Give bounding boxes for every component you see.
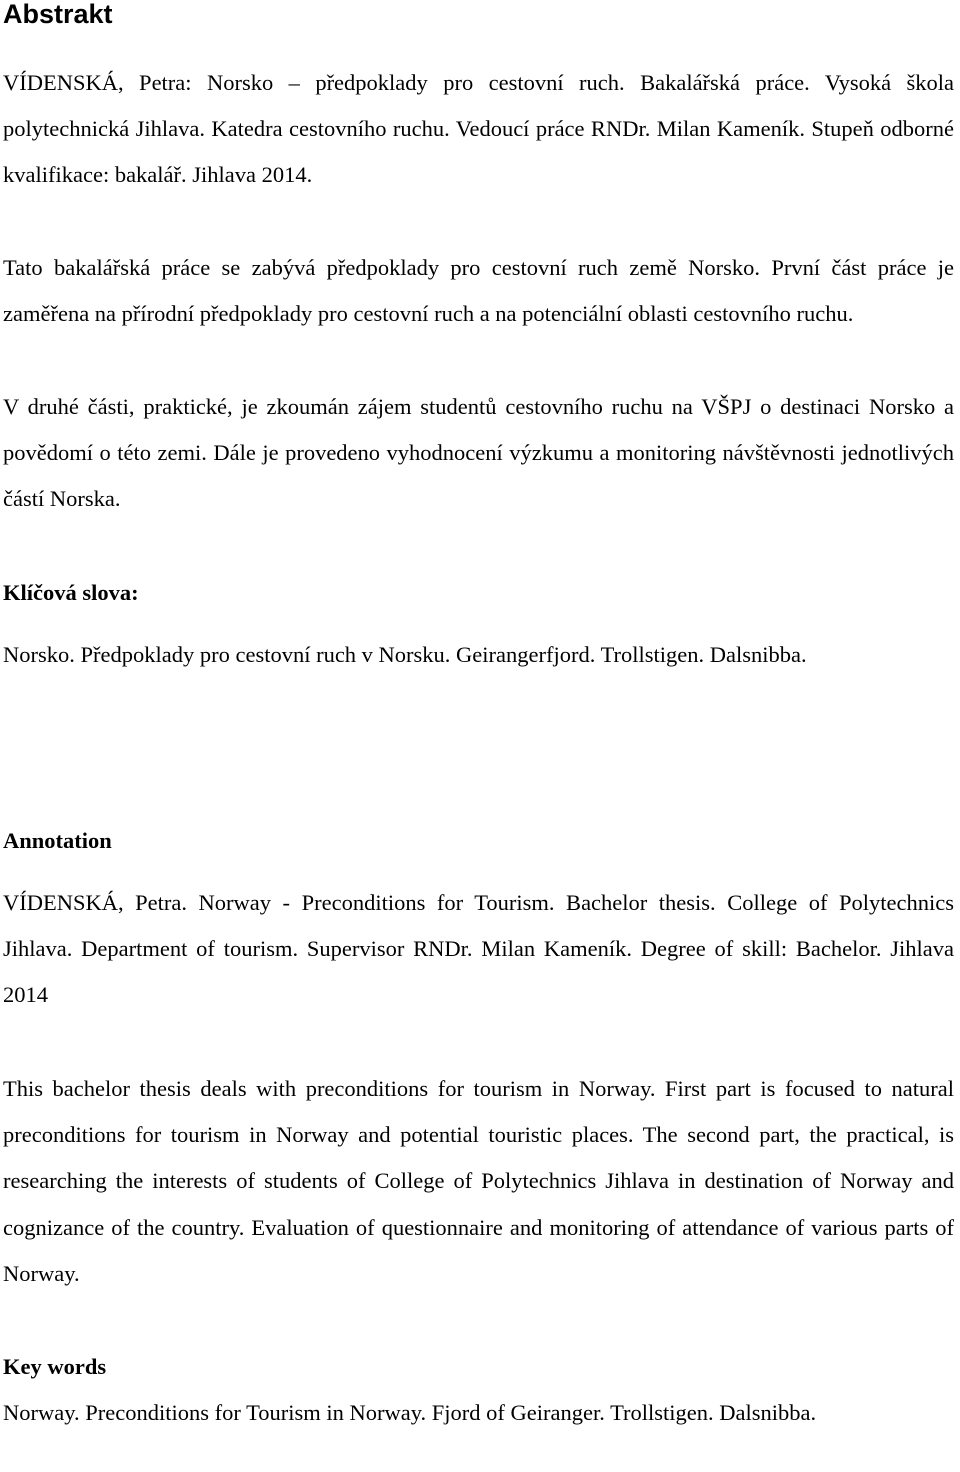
abstract-citation: VÍDENSKÁ, Petra: Norsko – předpoklady pro cestovní ruch. Bakalářská práce. Vysoká škola polytechnická Jihlava. Katedra cestovního ruchu. Vedoucí práce RNDr. Milan Kameník. Stupeň odborné kvalifikace: bakalář. Jihlava 2014. bbox=[3, 70, 954, 188]
abstract-paragraph-1: Tato bakalářská práce se zabývá předpoklady pro cestovní ruch země Norsko. První část práce je zaměřena na přírodní předpoklady pro cestovní ruch a na potenciální oblasti cestovního ruchu. bbox=[3, 255, 954, 327]
annotation-keywords: Norway. Preconditions for Tourism in Norway. Fjord of Geiranger. Trollstigen. Dalsnibba. bbox=[3, 1400, 817, 1425]
annotation-paragraph: This bachelor thesis deals with preconditions for tourism in Norway. First part is focused to natural preconditions for tourism in Norway and potential touristic places. The second part, the practical, is researching the interests of students of College of Polytechnics Jihlava in destination of Norway and cognizance of the country. Evaluation of questionnaire and monitoring of attendance of various parts of Norway. bbox=[3, 1076, 954, 1286]
abstract-paragraph-2: V druhé části, praktické, je zkoumán zájem studentů cestovního ruchu na VŠPJ o destinaci Norsko a povědomí o této zemi. Dále je provedeno vyhodnocení výzkumu a monitoring návštěvnosti jednotlivých částí Norska. bbox=[3, 394, 954, 512]
abstract-keywords-heading: Klíčová slova: bbox=[3, 580, 139, 605]
abstract-keywords: Norsko. Předpoklady pro cestovní ruch v Norsku. Geirangerfjord. Trollstigen. Dalsnibba. bbox=[3, 642, 807, 667]
annotation-keywords-heading: Key words bbox=[3, 1354, 107, 1379]
abstract-title: Abstrakt bbox=[3, 0, 113, 29]
annotation-citation: VÍDENSKÁ, Petra. Norway - Preconditions for Tourism. Bachelor thesis. College of Polytechnics Jihlava. Department of tourism. Supervisor RNDr. Milan Kameník. Degree of skill: Bachelor. Jihlava 2014 bbox=[3, 890, 954, 1008]
annotation-title: Annotation bbox=[3, 828, 112, 853]
